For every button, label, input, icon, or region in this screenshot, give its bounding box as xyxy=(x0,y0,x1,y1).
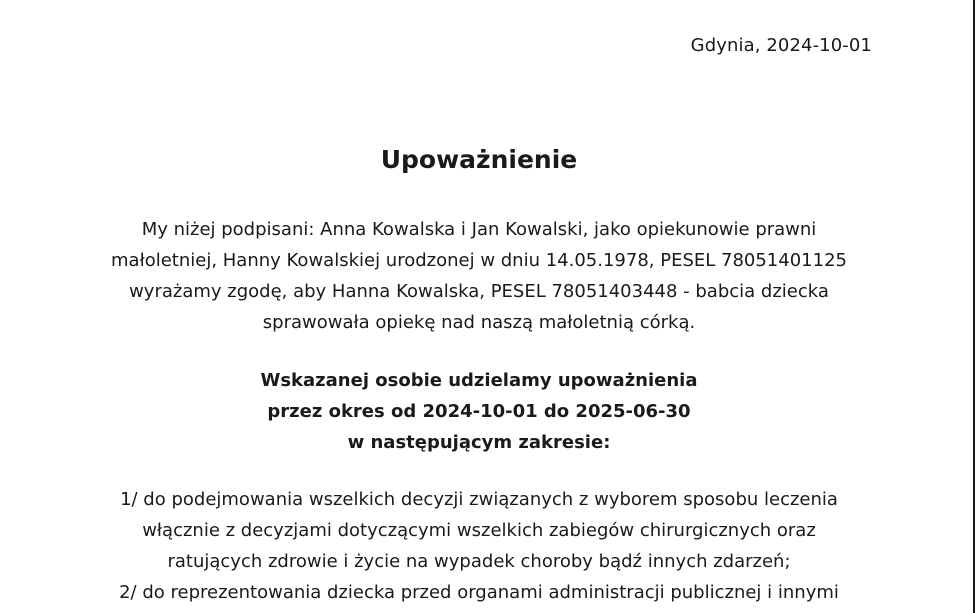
list-item-line: włącznie z decyzjami dotyczącymi wszelkich zabiegów chirurgicznych oraz xyxy=(142,520,816,541)
list-item-line: 1/ do podejmowania wszelkich decyzji związanych z wyborem sposobu leczenia xyxy=(120,489,838,510)
scope-line: przez okres od 2024-10-01 do 2025-06-30 xyxy=(267,401,691,422)
authorization-list xyxy=(0,484,958,608)
document-title: Upoważnienie xyxy=(380,145,578,174)
scope-line: Wskazanej osobie udzielamy upoważnienia xyxy=(260,370,698,391)
authorization-scope-heading xyxy=(0,365,958,458)
intro-line: sprawowała opiekę nad naszą małoletnią córką. xyxy=(262,312,696,333)
intro-paragraph xyxy=(0,214,958,338)
intro-line: My niżej podpisani: Anna Kowalska i Jan Kowalski, jako opiekunowie prawni xyxy=(141,219,817,240)
scope-line: w następującym zakresie: xyxy=(347,432,611,453)
list-item-line: ratujących zdrowie i życie na wypadek choroby bądź innych zdarzeń; xyxy=(167,551,791,572)
list-item-line: 2/ do reprezentowania dziecka przed organami administracji publicznej i innymi xyxy=(119,582,839,603)
intro-line: małoletniej, Hanny Kowalskiej urodzonej w dniu 14.05.1978, PESEL 78051401125 xyxy=(111,250,847,271)
intro-line: wyrażamy zgodę, aby Hanna Kowalska, PESEL 78051403448 - babcia dziecka xyxy=(129,281,829,302)
place-date: Gdynia, 2024-10-01 xyxy=(690,35,872,56)
